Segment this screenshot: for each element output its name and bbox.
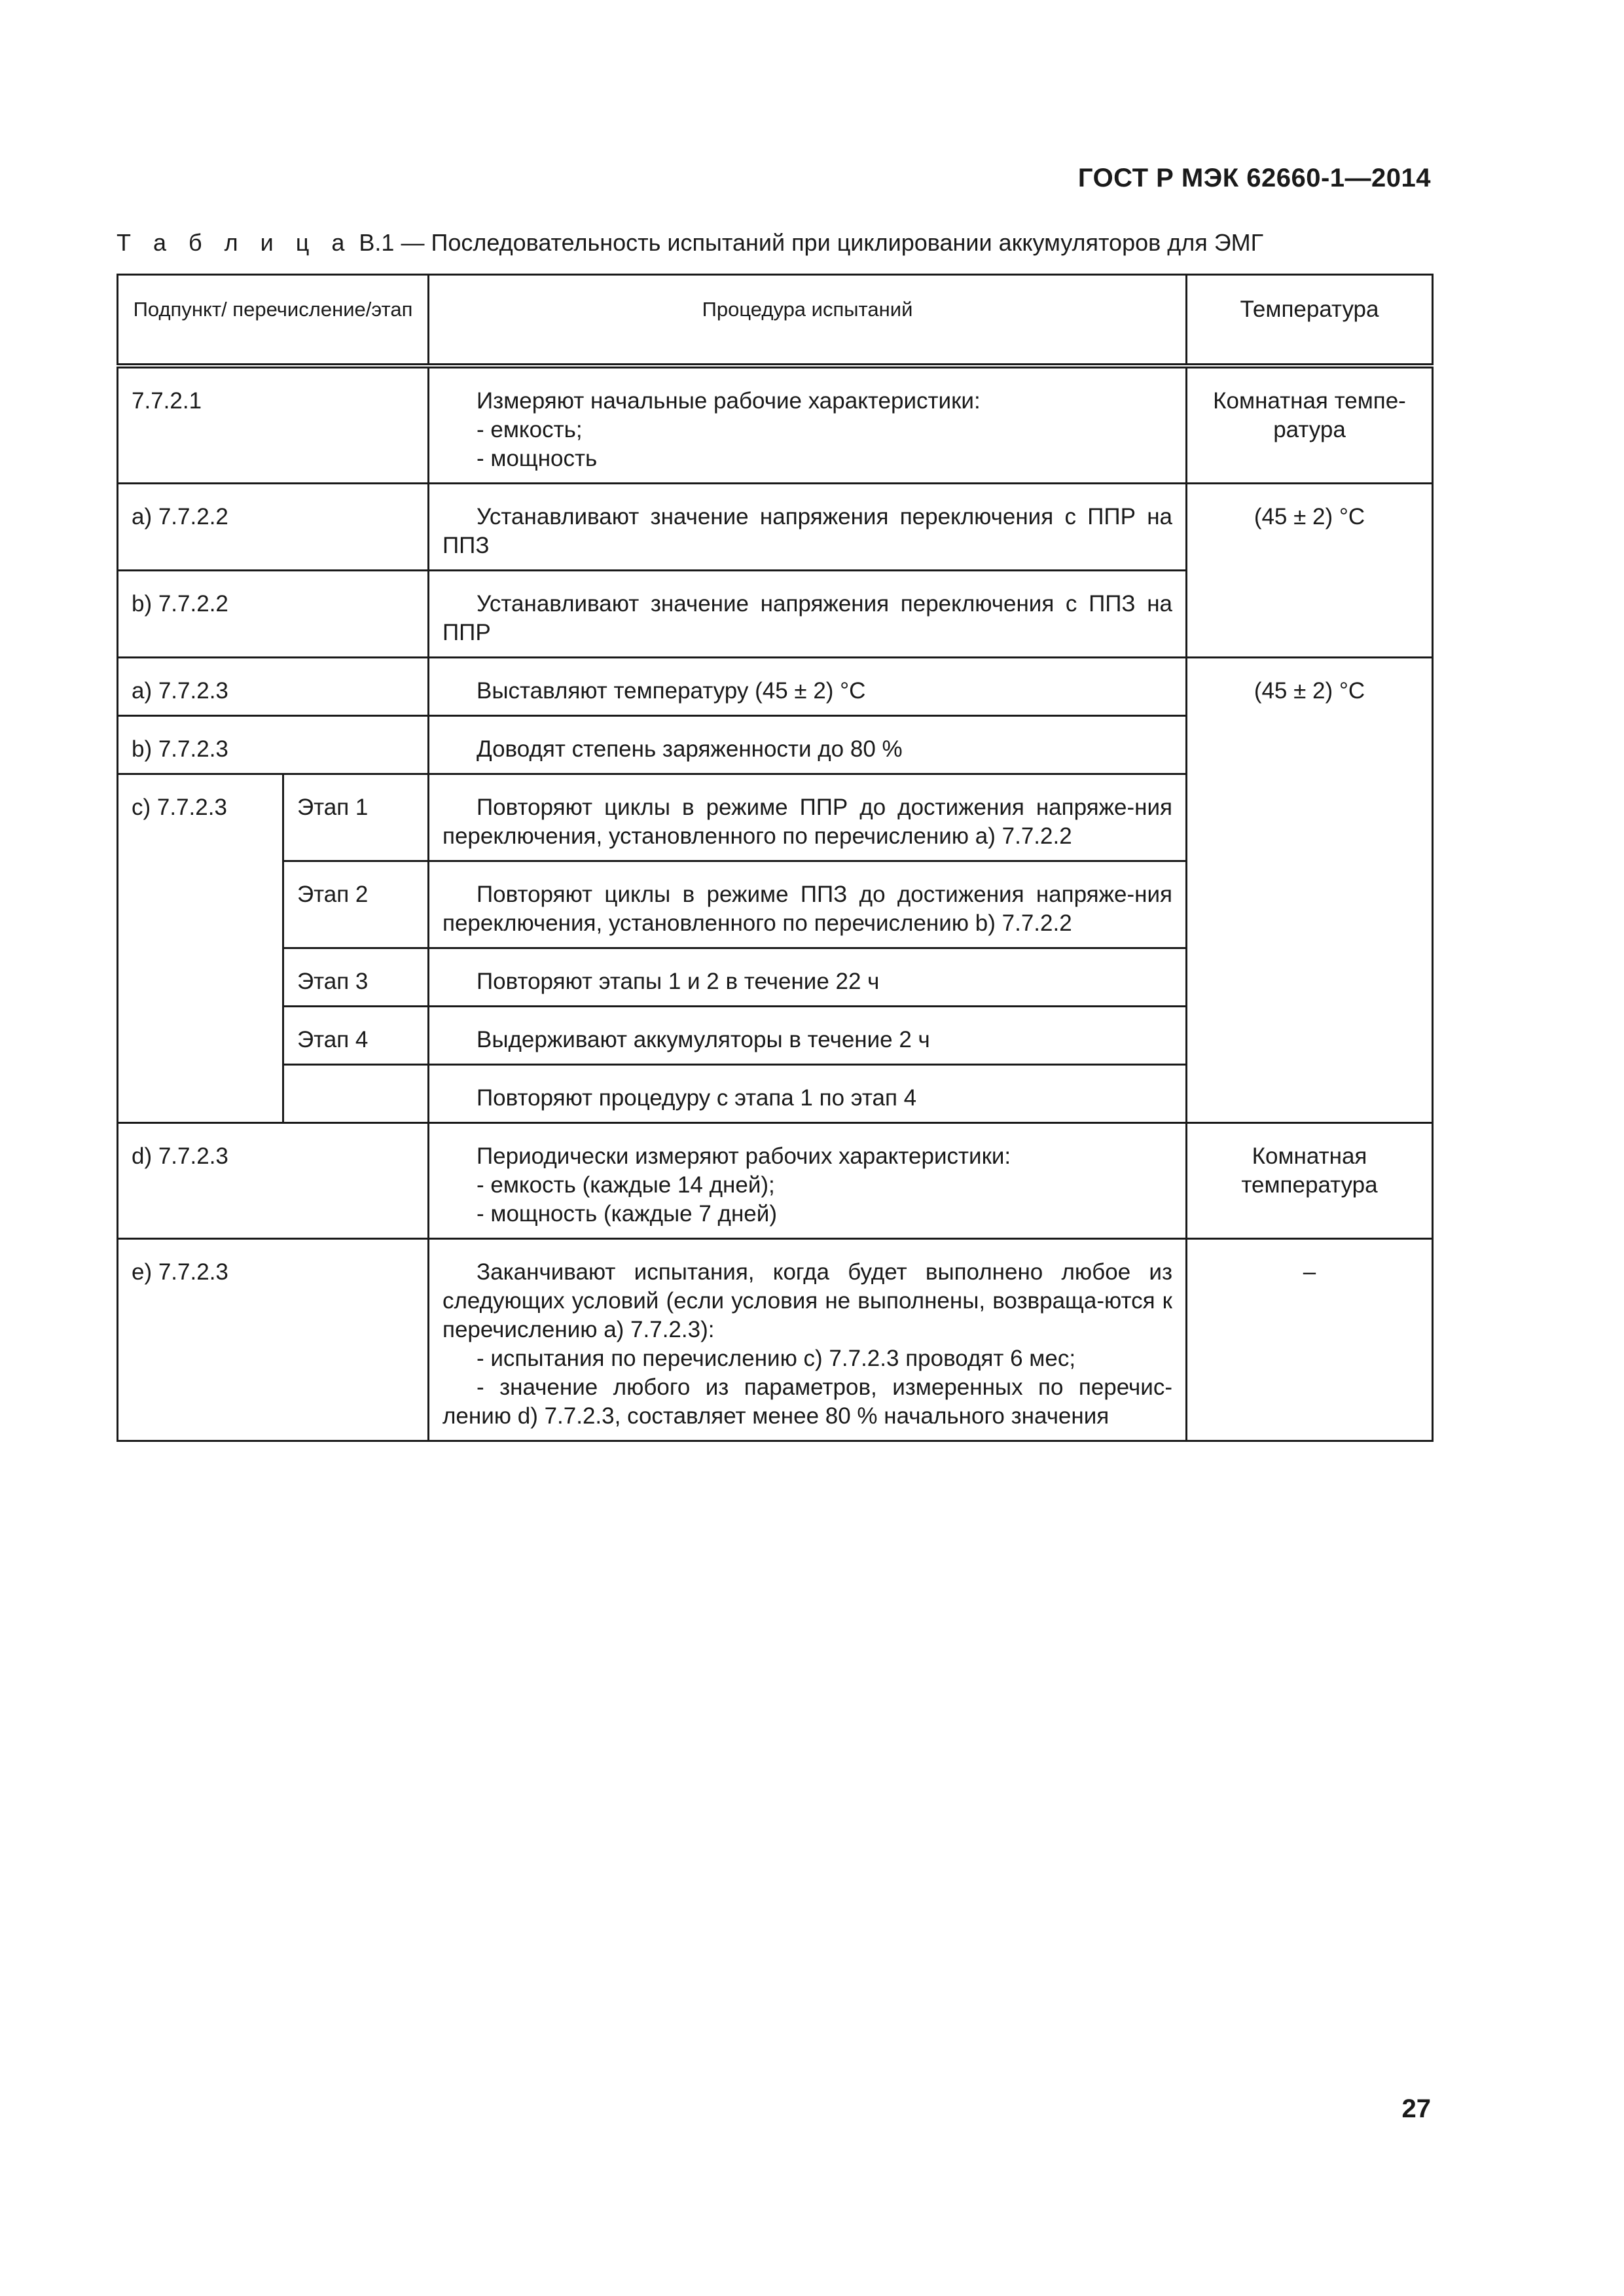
procedure-line: - емкость (каждые 14 дней); <box>477 1172 775 1198</box>
document-standard-header: ГОСТ Р МЭК 62660-1—2014 <box>1077 164 1431 192</box>
procedure-line: Выдерживают аккумуляторы в течение 2 ч <box>477 1027 930 1052</box>
procedure-line: Повторяют циклы в режиме ППР до достижения напряже-ния переключения, установленного по перечислению a) 7.7.2.2 <box>442 795 1172 849</box>
procedure-cell <box>429 484 1187 571</box>
temperature-cell: Комнатная темпе-ратура <box>1187 366 1433 484</box>
subclause-cell: c) 7.7.2.3 <box>118 774 283 1123</box>
procedure-line: - мощность <box>477 446 598 471</box>
subclause-cell: a) 7.7.2.2 <box>118 484 429 571</box>
subclause-cell: b) 7.7.2.2 <box>118 571 429 658</box>
procedure-line: - значение любого из параметров, измеренных по перечис-лению d) 7.7.2.3, составляет менее 80 % начального значения <box>442 1374 1172 1429</box>
test-sequence-table <box>117 274 1434 1442</box>
stage-cell <box>283 1065 429 1123</box>
stage-cell: Этап 1 <box>283 774 429 861</box>
procedure-line: Устанавливают значение напряжения переключения с ППЗ на ППР <box>442 591 1172 645</box>
table-header-row <box>118 275 1433 367</box>
temperature-cell: (45 ± 2) °С <box>1187 484 1433 658</box>
procedure-line: Доводят степень заряженности до 80 % <box>477 736 903 762</box>
procedure-cell <box>429 948 1187 1007</box>
table-row <box>118 658 1433 716</box>
stage-cell: Этап 4 <box>283 1007 429 1065</box>
procedure-cell <box>429 1065 1187 1123</box>
table-caption <box>117 229 1263 257</box>
procedure-line: Выставляют температуру (45 ± 2) °С <box>477 678 866 704</box>
procedure-line: Повторяют этапы 1 и 2 в течение 22 ч <box>477 969 880 994</box>
column-header-procedure: Процедура испытаний <box>429 275 1187 367</box>
temperature-cell: Комнатная температура <box>1187 1123 1433 1239</box>
procedure-cell <box>429 861 1187 948</box>
procedure-cell <box>429 1123 1187 1239</box>
procedure-cell <box>429 1239 1187 1441</box>
procedure-line: Повторяют циклы в режиме ППЗ до достижения напряже-ния переключения, установленного по перечислению b) 7.7.2.2 <box>442 882 1172 936</box>
table-caption-label: Т а б л и ц а <box>117 229 353 256</box>
procedure-line: Устанавливают значение напряжения переключения с ППР на ППЗ <box>442 504 1172 558</box>
procedure-line: - испытания по перечислению c) 7.7.2.3 проводят 6 мес; <box>477 1346 1076 1371</box>
table-row <box>118 484 1433 571</box>
procedure-cell <box>429 571 1187 658</box>
procedure-line: Измеряют начальные рабочие характеристики: <box>477 388 981 414</box>
subclause-cell: d) 7.7.2.3 <box>118 1123 429 1239</box>
procedure-cell <box>429 1007 1187 1065</box>
column-header-subclause: Подпункт/ перечисление/этап <box>118 275 429 367</box>
subclause-cell: b) 7.7.2.3 <box>118 716 429 774</box>
procedure-cell <box>429 366 1187 484</box>
table-caption-text: В.1 — Последовательность испытаний при циклировании аккумуляторов для ЭМГ <box>352 229 1264 256</box>
table-row <box>118 1239 1433 1441</box>
page-number: 27 <box>1401 2094 1431 2123</box>
temperature-cell: – <box>1187 1239 1433 1441</box>
procedure-line: Периодически измеряют рабочих характеристики: <box>477 1143 1011 1169</box>
procedure-line: Заканчивают испытания, когда будет выполнено любое из следующих условий (если условия не выполнены, возвраща-ются к перечислению a) 7.7.2.3): <box>442 1259 1172 1342</box>
stage-cell: Этап 2 <box>283 861 429 948</box>
stage-cell: Этап 3 <box>283 948 429 1007</box>
temperature-cell: (45 ± 2) °С <box>1187 658 1433 1123</box>
procedure-cell <box>429 774 1187 861</box>
procedure-line: - мощность (каждые 7 дней) <box>477 1201 777 1227</box>
table-row <box>118 366 1433 484</box>
table-row <box>118 1123 1433 1239</box>
column-header-temperature: Температура <box>1187 275 1433 367</box>
procedure-cell <box>429 716 1187 774</box>
subclause-cell: 7.7.2.1 <box>118 366 429 484</box>
procedure-line: - емкость; <box>477 417 583 442</box>
subclause-cell: a) 7.7.2.3 <box>118 658 429 716</box>
procedure-cell <box>429 658 1187 716</box>
procedure-line: Повторяют процедуру с этапа 1 по этап 4 <box>477 1085 917 1111</box>
subclause-cell: e) 7.7.2.3 <box>118 1239 429 1441</box>
